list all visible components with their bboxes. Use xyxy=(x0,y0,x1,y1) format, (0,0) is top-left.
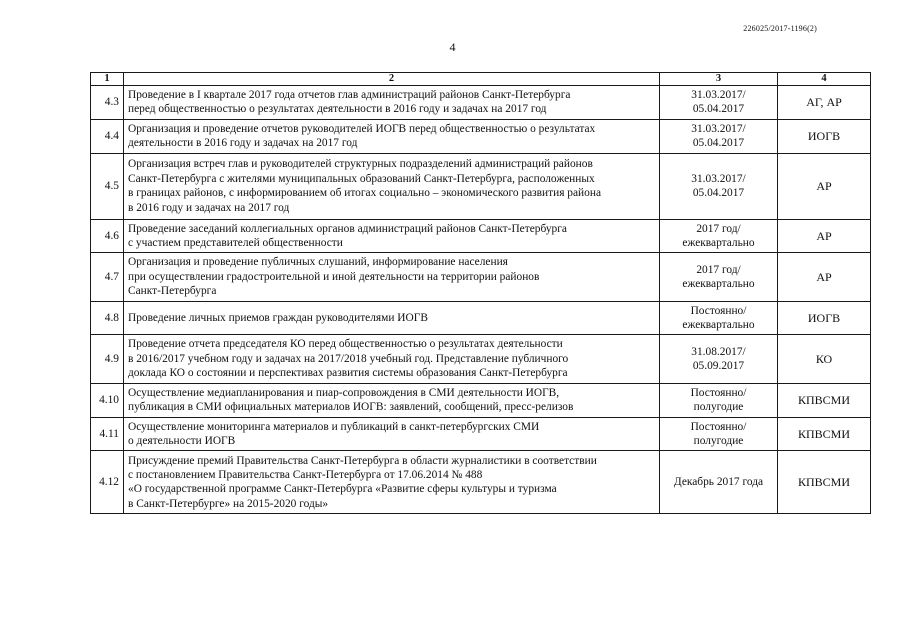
item-description xyxy=(124,383,660,417)
deadline-line: Постоянно/ xyxy=(690,420,747,433)
item-number: 4.8 xyxy=(91,301,124,335)
item-number: 4.10 xyxy=(91,383,124,417)
item-executor: АР xyxy=(778,219,871,253)
table-row xyxy=(91,86,871,120)
description-line: в Санкт-Петербурге» на 2015-2020 годы» xyxy=(128,497,329,510)
item-description xyxy=(124,153,660,219)
item-number: 4.12 xyxy=(91,451,124,514)
deadline-line: 2017 год/ xyxy=(696,263,741,276)
item-executor: АР xyxy=(778,253,871,301)
description-line: Санкт-Петербурга xyxy=(128,285,217,298)
description-line: перед общественностью о результатах деятельности в 2016 году и задачах на 2017 год xyxy=(128,103,547,116)
item-number: 4.3 xyxy=(91,86,124,120)
item-description xyxy=(124,301,660,335)
item-deadline xyxy=(660,451,778,514)
item-description xyxy=(124,335,660,383)
item-executor: АГ, АР xyxy=(778,86,871,120)
description-line: в 2016/2017 учебном году и задачах на 2017/2018 учебный год. Представление публичного xyxy=(128,352,569,365)
item-deadline xyxy=(660,301,778,335)
item-executor: ИОГВ xyxy=(778,301,871,335)
deadline-line: 31.03.2017/ xyxy=(691,172,746,185)
item-deadline xyxy=(660,383,778,417)
item-deadline xyxy=(660,335,778,383)
description-line: Проведение личных приемов граждан руководителями ИОГВ xyxy=(128,311,428,324)
item-description xyxy=(124,119,660,153)
table-row xyxy=(91,301,871,335)
column-header: 3 xyxy=(660,73,778,86)
description-line: Организация и проведение отчетов руководителей ИОГВ перед общественностью о результатах xyxy=(128,122,596,135)
description-line: Проведение отчета председателя КО перед общественностью о результатах деятельности xyxy=(128,338,563,351)
deadline-line: 05.04.2017 xyxy=(692,187,745,200)
table-row xyxy=(91,219,871,253)
table-row xyxy=(91,451,871,514)
page-number: 4 xyxy=(449,40,456,54)
deadline-line: полугодие xyxy=(693,434,744,447)
description-line: доклада КО о состоянии и перспективах развития системы образования Санкт-Петербурга xyxy=(128,367,568,380)
item-number: 4.7 xyxy=(91,253,124,301)
description-line: в 2016 году и задачах на 2017 год xyxy=(128,201,290,214)
item-number: 4.4 xyxy=(91,119,124,153)
item-number: 4.5 xyxy=(91,153,124,219)
item-executor: КО xyxy=(778,335,871,383)
description-line: о деятельности ИОГВ xyxy=(128,434,236,447)
item-description xyxy=(124,219,660,253)
description-line: Организация и проведение публичных слушаний, информирование населения xyxy=(128,256,508,269)
item-deadline xyxy=(660,219,778,253)
description-line: при осуществлении градостроительной и иной деятельности на территории районов xyxy=(128,270,540,283)
table-header-row xyxy=(91,73,871,86)
description-line: в границах районов, с информированием об итогах социально – экономического развития района xyxy=(128,187,602,200)
description-line: публикация в СМИ официальных материалов ИОГВ: заявлений, сообщений, пресс-релизов xyxy=(128,401,574,414)
deadline-line: ежеквартально xyxy=(682,237,755,250)
table-body xyxy=(91,86,871,514)
table-row xyxy=(91,383,871,417)
description-line: Проведение заседаний коллегиальных органов администраций районов Санкт-Петербурга xyxy=(128,222,567,235)
item-executor: ИОГВ xyxy=(778,119,871,153)
deadline-line: 2017 год/ xyxy=(696,222,741,235)
deadline-line: 05.04.2017 xyxy=(692,103,745,116)
deadline-line: полугодие xyxy=(693,401,744,414)
plan-table xyxy=(90,72,871,514)
deadline-line: 05.04.2017 xyxy=(692,137,745,150)
description-line: «О государственной программе Санкт-Петербурга «Развитие сферы культуры и туризма xyxy=(128,483,557,496)
item-number: 4.11 xyxy=(91,417,124,451)
item-description xyxy=(124,451,660,514)
deadline-line: Постоянно/ xyxy=(690,386,747,399)
item-executor: КПВСМИ xyxy=(778,383,871,417)
item-description xyxy=(124,86,660,120)
item-number: 4.6 xyxy=(91,219,124,253)
item-deadline xyxy=(660,86,778,120)
description-line: с постановлением Правительства Санкт-Петербурга от 17.06.2014 № 488 xyxy=(128,468,483,481)
item-executor: КПВСМИ xyxy=(778,417,871,451)
item-description xyxy=(124,253,660,301)
table-row xyxy=(91,417,871,451)
table-row xyxy=(91,153,871,219)
deadline-line: Декабрь 2017 года xyxy=(673,476,764,489)
description-line: Организация встреч глав и руководителей структурных подразделений администраций районов xyxy=(128,158,593,171)
deadline-line: 31.03.2017/ xyxy=(691,122,746,135)
deadline-line: 31.03.2017/ xyxy=(691,89,746,101)
description-line: Осуществление мониторинга материалов и публикаций в санкт-петербургских СМИ xyxy=(128,420,540,433)
item-deadline xyxy=(660,253,778,301)
deadline-line: 31.08.2017/ xyxy=(691,345,746,358)
description-line: деятельности в 2016 году и задачах на 2017 год xyxy=(128,137,358,150)
table-row xyxy=(91,119,871,153)
deadline-line: ежеквартально xyxy=(682,278,755,291)
table-row xyxy=(91,335,871,383)
deadline-line: ежеквартально xyxy=(682,319,755,332)
item-deadline xyxy=(660,417,778,451)
column-header: 2 xyxy=(124,73,660,86)
description-line: Осуществление медиапланирования и пиар-сопровождения в СМИ деятельности ИОГВ, xyxy=(128,386,560,399)
description-line: с участием представителей общественности xyxy=(128,237,343,250)
item-deadline xyxy=(660,153,778,219)
document-registration-number: 226025/2017-1196(2) xyxy=(743,24,817,33)
description-line: Присуждение премий Правительства Санкт-Петербурга в области журналистики в соответствии xyxy=(128,454,597,467)
column-header: 4 xyxy=(778,73,871,86)
table-row xyxy=(91,253,871,301)
item-executor: АР xyxy=(778,153,871,219)
deadline-line: 05.09.2017 xyxy=(692,360,745,373)
item-description xyxy=(124,417,660,451)
deadline-line: Постоянно/ xyxy=(690,304,747,317)
item-deadline xyxy=(660,119,778,153)
item-executor: КПВСМИ xyxy=(778,451,871,514)
item-number: 4.9 xyxy=(91,335,124,383)
column-header: 1 xyxy=(91,73,124,86)
description-line: Санкт-Петербурга с жителями муниципальных образований Санкт-Петербурга, расположенных xyxy=(128,172,595,185)
description-line: Проведение в I квартале 2017 года отчетов глав администраций районов Санкт-Петербурга xyxy=(128,89,571,101)
